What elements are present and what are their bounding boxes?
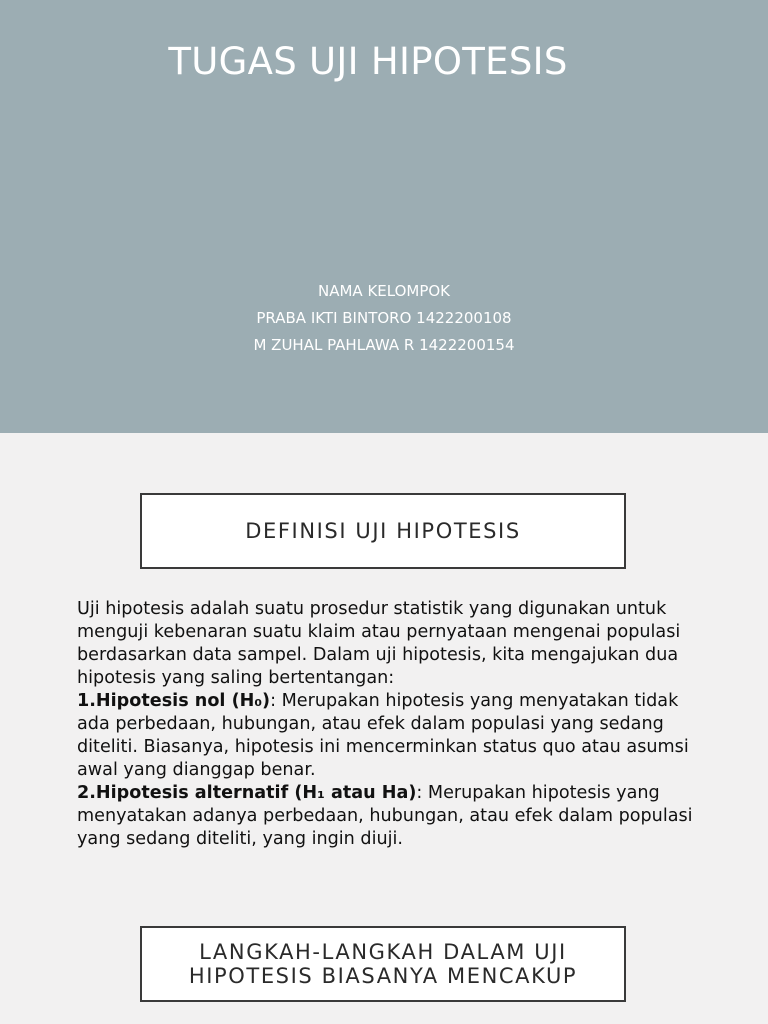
section-heading-line: LANGKAH-LANGKAH DALAM UJI xyxy=(199,940,567,964)
section-heading: DEFINISI UJI HIPOTESIS xyxy=(245,519,521,543)
group-members xyxy=(0,278,768,359)
member-name: PRABA IKTI BINTORO 1422200108 xyxy=(256,309,512,327)
list-item xyxy=(77,690,713,782)
section-heading-box xyxy=(140,493,626,569)
list-item-label: 1.Hipotesis nol (H₀) xyxy=(77,691,271,711)
list-item-text: : Merupakan hipotesis yang menyatakan tidak ada perbedaan, hubungan, atau efek dalam populasi yang sedang diteliti. Biasanya, hipotesis ini mencerminkan status quo atau asumsi awal yang dianggap benar. xyxy=(77,691,689,780)
definition-text xyxy=(77,598,713,866)
list-item xyxy=(77,782,713,851)
slide-title: TUGAS UJI HIPOTESIS xyxy=(168,40,568,83)
members-heading: NAMA KELOMPOK xyxy=(317,282,451,300)
list-item-text: : Merupakan hipotesis yang menyatakan adanya perbedaan, hubungan, atau efek dalam populasi yang sedang diteliti, yang ingin diuji. xyxy=(77,783,693,849)
definition-slide xyxy=(0,433,768,1024)
title-slide xyxy=(0,0,768,433)
list-item-label: 2.Hipotesis alternatif (H₁ atau Ha) xyxy=(77,783,417,803)
member-name: M ZUHAL PAHLAWA R 1422200154 xyxy=(253,336,515,354)
section-heading-box xyxy=(140,926,626,1002)
definition-intro: Uji hipotesis adalah suatu prosedur statistik yang digunakan untuk menguji kebenaran suatu klaim atau pernyataan mengenai populasi berdasarkan data sampel. Dalam uji hipotesis, kita mengajukan dua hipotesis yang saling bertentangan: xyxy=(77,599,681,688)
section-heading-line: HIPOTESIS BIASANYA MENCAKUP xyxy=(188,964,578,988)
